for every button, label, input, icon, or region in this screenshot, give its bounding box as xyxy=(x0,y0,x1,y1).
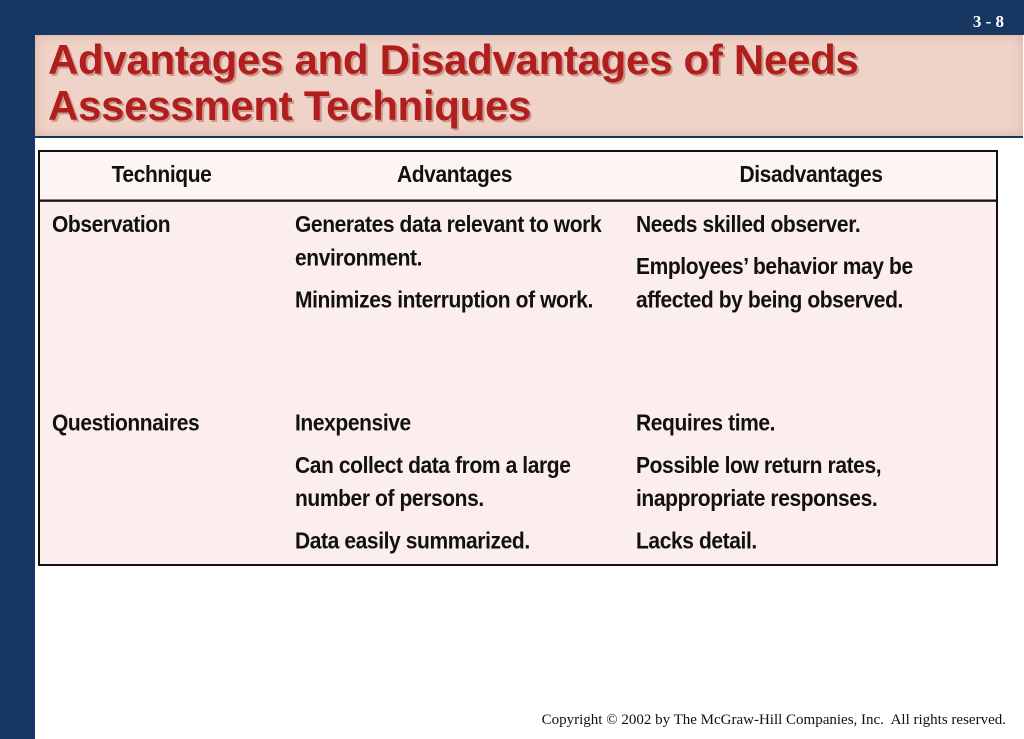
disadvantage-item: Needs skilled observer. xyxy=(636,212,861,238)
technique-cell: Questionnaires xyxy=(52,411,200,437)
techniques-table xyxy=(38,150,998,566)
advantage-item: Data easily summarized. xyxy=(295,528,530,554)
title-line-1: Advantages and Disadvantages of Needs xyxy=(48,36,859,83)
left-frame-bar xyxy=(0,0,35,739)
table-row xyxy=(40,400,996,599)
disadvantage-item: Lacks detail. xyxy=(636,528,757,554)
header-disadvantages: Disadvantages xyxy=(626,152,996,201)
advantages-cell xyxy=(283,400,626,599)
advantage-item: Can collect data from a large number of persons. xyxy=(295,453,571,512)
header-advantages: Advantages xyxy=(283,152,626,201)
slide-number: 3 - 8 xyxy=(972,12,1004,31)
advantage-item: Inexpensive xyxy=(295,411,411,437)
table-header-row xyxy=(40,152,996,201)
advantages-cell xyxy=(283,201,626,401)
advantage-item: Generates data relevant to work environment. xyxy=(295,212,602,271)
top-frame-bar xyxy=(0,0,1024,35)
disadvantage-item: Requires time. xyxy=(636,411,776,437)
disadvantages-cell xyxy=(626,400,996,599)
technique-cell: Observation xyxy=(52,212,171,238)
advantage-item: Minimizes interruption of work. xyxy=(295,288,593,313)
table-row xyxy=(40,201,996,401)
slide-title xyxy=(48,37,859,129)
disadvantage-item: Employees’ behavior may be affected by being observed. xyxy=(636,254,913,313)
header-technique: Technique xyxy=(40,152,283,201)
disadvantages-cell xyxy=(626,201,996,401)
copyright-notice: Copyright © 2002 by The McGraw-Hill Companies, Inc. All rights reserved. xyxy=(541,712,1006,728)
disadvantage-item: Possible low return rates, inappropriate responses. xyxy=(636,453,882,512)
title-line-2: Assessment Techniques xyxy=(48,82,532,129)
title-box xyxy=(35,35,1023,138)
